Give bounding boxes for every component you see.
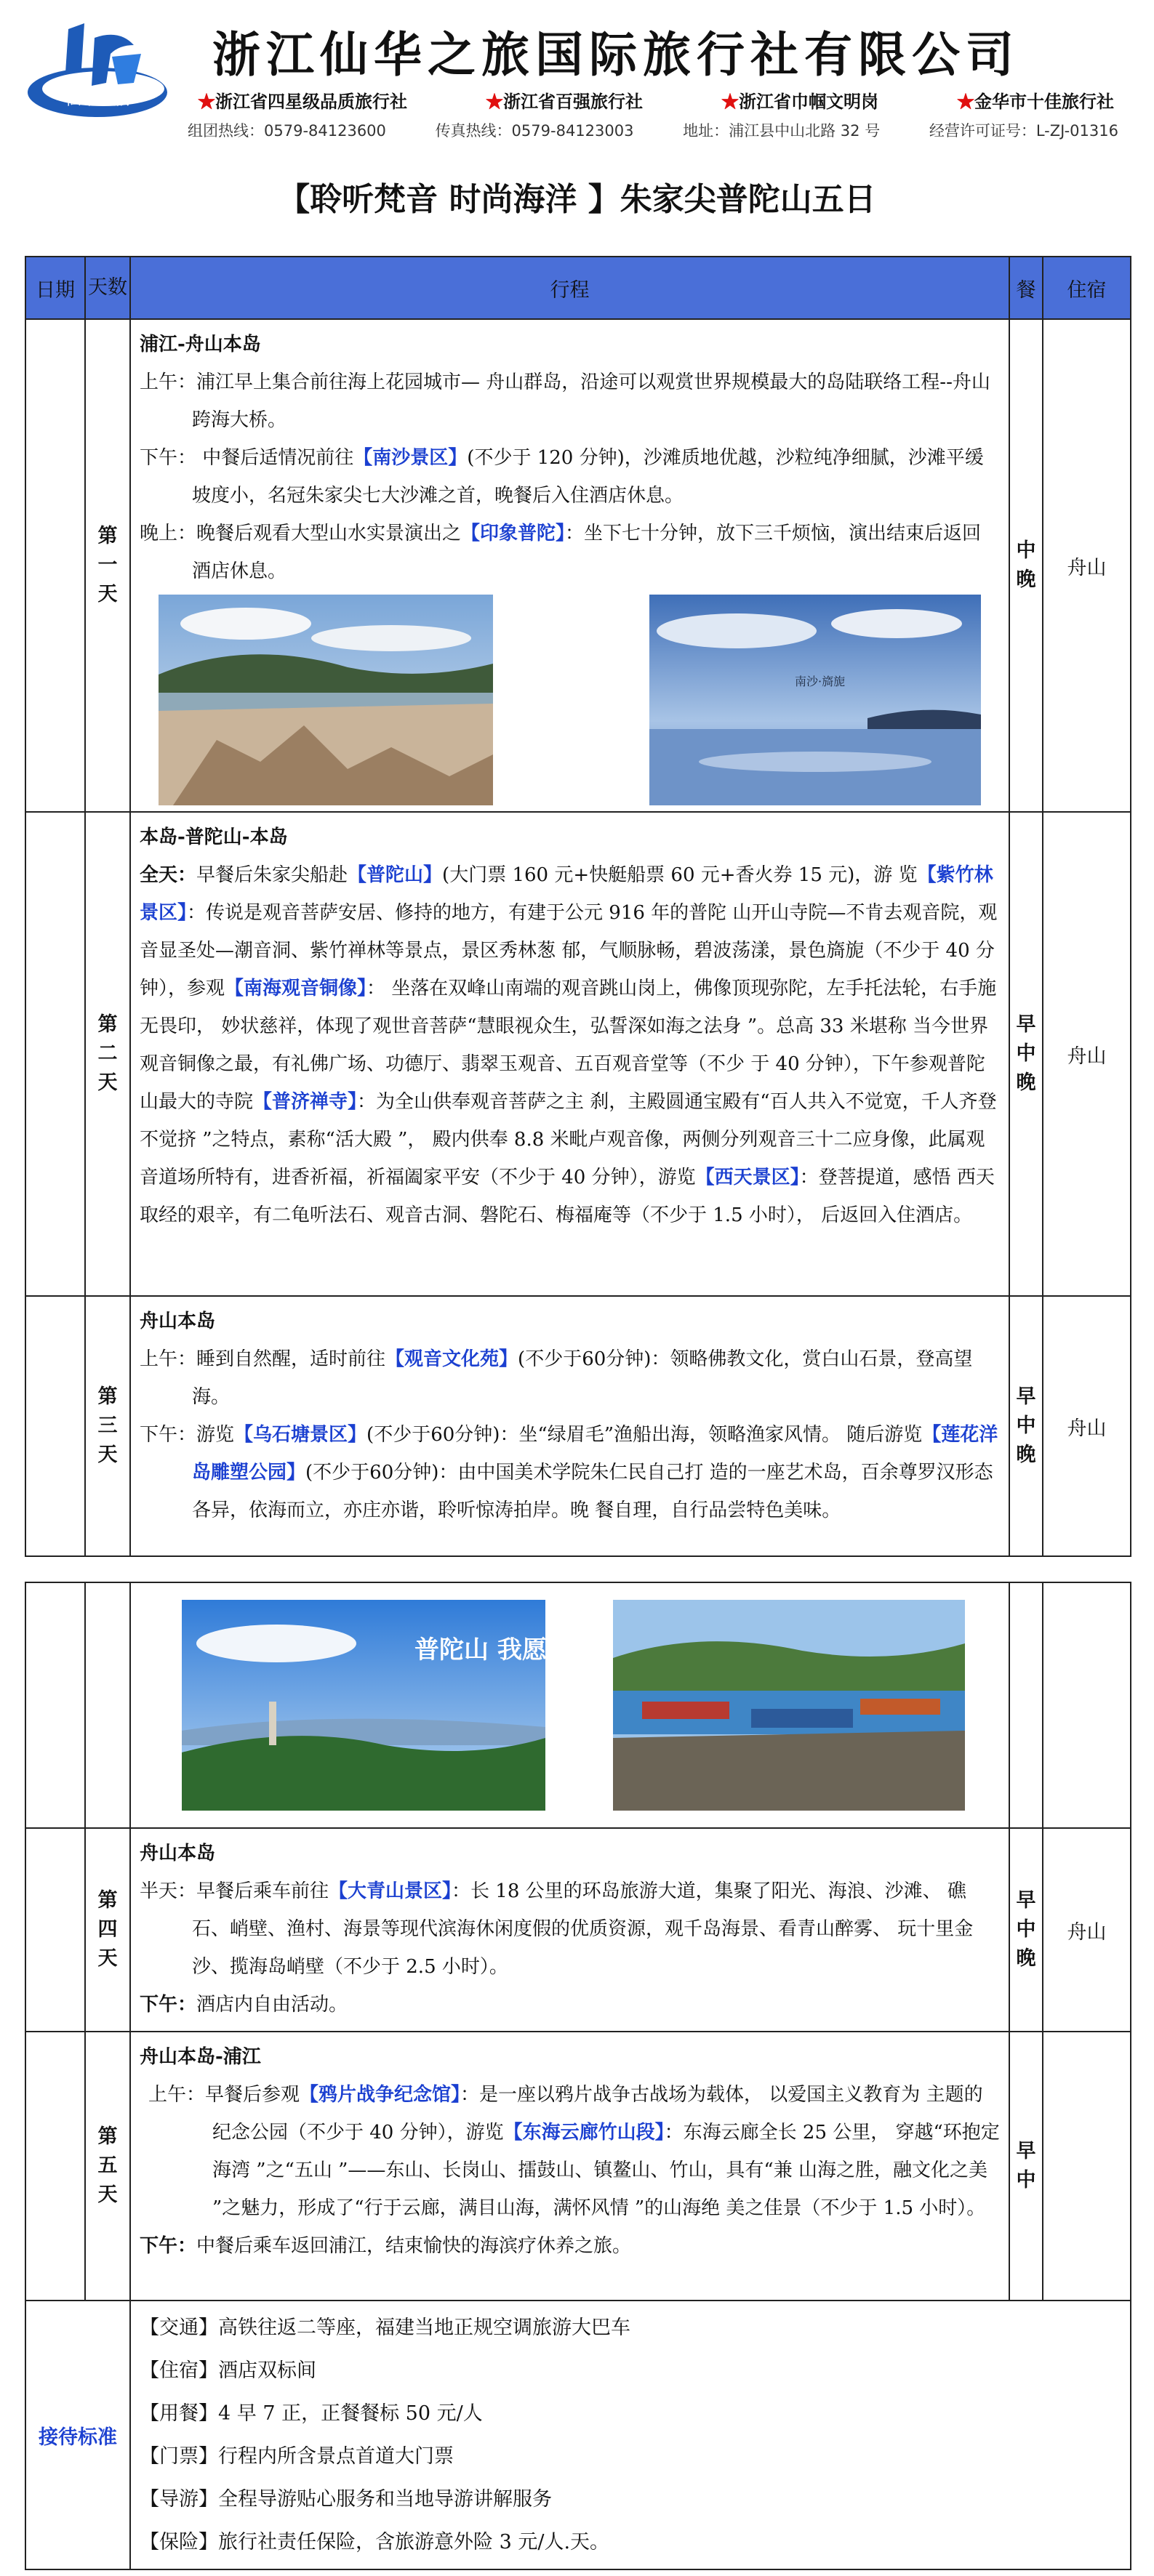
contact-address: 地址：浦江县中山北路 32 号: [683, 122, 881, 140]
day4-route: 舟山本岛: [140, 1843, 216, 1864]
day1-label: 第一天: [85, 319, 130, 812]
day4-itinerary: [130, 1828, 1009, 2032]
table-header-row: [25, 257, 1131, 319]
day3-meal: 早中晚: [1009, 1296, 1043, 1556]
day5-label: 第五天: [85, 2032, 130, 2301]
star-icon: ★: [957, 91, 974, 112]
photos-cell: [130, 1582, 1009, 1828]
spot-guanyin-culture: 【观音文化苑】: [385, 1348, 518, 1370]
itinerary-table-1: [25, 256, 1131, 1557]
table-row-photos: [25, 1582, 1131, 1828]
photo-fishing-boats: [613, 1600, 965, 1811]
day2-route: 本岛-普陀山-本岛: [140, 826, 288, 848]
day4-halfday: 半天：早餐后乘车前往【大青山景区】：长 18 公里的环岛旅游大道，集聚了阳光、海浪、沙滩、 礁石、峭壁、渔村、海景等现代滨海休闲度假的优质资源，观千岛海景、看青山醉雾、 玩十里金沙、揽海岛峭壁（不少于 2.5 小时）。: [140, 1880, 974, 1978]
photo-caption: 南沙·旖旎: [795, 675, 846, 688]
spot-lianhuayang: 【莲花洋岛雕塑公园】: [192, 1424, 998, 1484]
day3-itinerary: [130, 1296, 1009, 1556]
star-icon: ★: [721, 91, 739, 112]
honor-1: ★浙江省四星级品质旅行社: [198, 91, 407, 112]
day4-afternoon: 下午：酒店内自由活动。: [140, 1994, 348, 2016]
spot-zizhulin: 【紫竹林景区】: [140, 864, 993, 924]
photo-putuo-guanyin: [182, 1600, 572, 1811]
contact-fax: 传真热线：0579-84123003: [435, 122, 634, 140]
day1-stay: 舟山: [1043, 319, 1131, 812]
standard-transport: 【交通】高铁往返二等座，福建当地正规空调旅游大巴车: [140, 2317, 630, 2339]
day3-route: 舟山本岛: [140, 1311, 216, 1332]
day1-itinerary: [130, 319, 1009, 812]
standard-guide: 【导游】全程导游贴心服务和当地导游讲解服务: [140, 2488, 552, 2511]
standard-meals: 【用餐】4 早 7 正，正餐餐标 50 元/人: [140, 2402, 483, 2425]
spot-wushitang: 【乌石塘景区】: [234, 1424, 367, 1446]
table-row-day5: [25, 2032, 1131, 2301]
spot-putuoshan: 【普陀山】: [348, 864, 443, 886]
day2-label: 第二天: [85, 812, 130, 1296]
day5-morning: 上午：早餐后参观【鸦片战争纪念馆】：是一座以鸦片战争古战场为载体， 以爱国主义教育为 主题的纪念公园（不少于 40 分钟），游览【东海云廊竹山段】：东海云廊全长 25 公里， 穿越“环抱定海湾 ”之“五山 ”——东山、长岗山、擂鼓山、镇鳌山、竹山，具有“兼 山海之胜，融文化之美 ”之魅力，形成了“行于云廊，满目山海，满怀风情 ”的山海绝 美之佳景（不少于 1.5 小时）。: [148, 2084, 1000, 2219]
honor-2: ★浙江省百强旅行社: [486, 91, 643, 112]
day2-itinerary: [130, 812, 1009, 1296]
spot-nanhai-guanyin: 【南海观音铜像】: [225, 978, 367, 999]
spot-nansha: 【南沙景区】: [353, 447, 468, 469]
photo-nansha-seaside: [649, 595, 981, 805]
day1-evening: 晚上：晚餐后观看大型山水实景演出之【印象普陀】：坐下七十分钟，放下三千烦恼，演出结束后返回酒店休息。: [140, 523, 982, 582]
day3-afternoon: 下午：游览【乌石塘景区】(不少于60分钟)：坐“绿眉毛”渔船出海，领略渔家风情。 随后游览【莲花洋岛雕塑公园】(不少于60分钟)：由中国美术学院朱仁民自己打 造的一座艺术岛，百余尊罗汉形态各异，依海而立，亦庄亦谐，聆听惊涛拍岸。晚 餐自理，自行品尝特色美味。: [140, 1424, 998, 1521]
day4-stay: 舟山: [1043, 1828, 1131, 2032]
day4-meal: 早中晚: [1009, 1828, 1043, 2032]
photo-beach-sand-sculptures: [159, 595, 493, 805]
star-icon: ★: [486, 91, 503, 112]
honor-3: ★浙江省巾帼文明岗: [721, 91, 878, 112]
day5-afternoon: 下午：中餐后乘车返回浦江，结束愉快的海滨疗休养之旅。: [140, 2235, 632, 2257]
header-itinerary: 行程: [130, 257, 1009, 319]
spot-daqingshan: 【大青山景区】: [329, 1880, 452, 1902]
standard-tickets: 【门票】行程内所含景点首道大门票: [140, 2445, 454, 2468]
header-days: 天数: [85, 257, 130, 319]
photo2-text: 普陀山 我愿意: [414, 1635, 572, 1665]
table-row-standards: [25, 2301, 1131, 2569]
honors-row: [198, 87, 1114, 113]
spot-opium-war-museum: 【鸦片战争纪念馆】: [300, 2084, 461, 2106]
day1-photos: [140, 595, 1000, 805]
day5-itinerary: [130, 2032, 1009, 2301]
standard-hotel: 【住宿】酒店双标间: [140, 2359, 316, 2382]
company-name: 浙江仙华之旅国际旅行社有限公司: [212, 26, 1019, 83]
day2-meal: 早中晚: [1009, 812, 1043, 1296]
contact-row: [188, 119, 1118, 141]
table-row-day3: [25, 1296, 1131, 1556]
spot-puji-temple: 【普济禅寺】: [253, 1091, 358, 1113]
day5-route: 舟山本岛-浦江: [140, 2046, 261, 2068]
header-meal: 餐: [1009, 257, 1043, 319]
header-stay: 住宿: [1043, 257, 1131, 319]
day1-morning: 上午：浦江早上集合前往海上花园城市— 舟山群岛，沿途可以观赏世界规模最大的岛陆联络工程--舟山跨海大桥。: [140, 371, 990, 431]
table-row-day2: [25, 812, 1131, 1296]
company-logo: [25, 16, 177, 121]
standards-label: 接待标准: [25, 2301, 130, 2569]
star-icon: ★: [198, 91, 215, 112]
day1-route: 浦江-舟山本岛: [140, 334, 261, 355]
day5-meal: 早中: [1009, 2032, 1043, 2301]
table-row-day4: [25, 1828, 1131, 2032]
spot-donghai-yunlang: 【东海云廊竹山段】: [503, 2122, 665, 2144]
letterhead: [0, 0, 1154, 145]
contact-license: 经营许可证号：L-ZJ-01316: [929, 122, 1118, 140]
logo-text: 仙华之旅: [65, 91, 130, 109]
day1-afternoon: 下午： 中餐后适情况前往【南沙景区】(不少于 120 分钟)，沙滩质地优越，沙粒纯净细腻，沙滩平缓坡度小，名冠朱家尖七大沙滩之首，晚餐后入住酒店休息。: [140, 447, 984, 507]
standards-list: [130, 2301, 1131, 2569]
header-date: 日期: [25, 257, 85, 319]
honor-4: ★金华市十佳旅行社: [957, 91, 1114, 112]
tour-title: 【聆听梵音 时尚海洋 】朱家尖普陀山五日: [278, 181, 876, 218]
standard-insurance: 【保险】旅行社责任保险，含旅游意外险 3 元/人.天。: [140, 2531, 610, 2553]
day2-fullday: 全天：早餐后朱家尖船赴【普陀山】(大门票 160 元+快艇船票 60 元+香火券 15 元)，游 览【紫竹林景区】：传说是观音菩萨安居、修持的地方，有建于公元 916 年的普陀 山开山寺院—不肯去观音院，观音显圣处—潮音洞、紫竹禅林等景点，景区秀林葱 郁，气顺脉畅，碧波荡漾，景色旖旎（不少于 40 分钟），参观【南海观音铜像】： 坐落在双峰山南端的观音跳山岗上，佛像顶现弥陀，左手托法轮，右手施无畏印， 妙状慈祥，体现了观世音菩萨“慧眼视众生，弘誓深如海之法身 ”。总高 33 米堪称 当今世界观音铜像之最，有礼佛广场、功德厅、翡翠玉观音、五百观音堂等（不少 于 40 分钟），下午参观普陀山最大的寺院【普济禅寺】：为全山供奉观音菩萨之主 刹，主殿圆通宝殿有“百人共入不觉宽，千人齐登不觉挤 ”之特点，素称“活大殿 ”， 殿内供奉 8.8 米毗卢观音像，两侧分列观音三十二应身像，此属观音道场所特有，进香祈福，祈福阖家平安（不少于 40 分钟），游览【西天景区】：登菩提道，感悟 西天取经的艰辛，有二龟听法石、观音古洞、磐陀石、梅福庵等（不少于 1.5 小时）， 后返回入住酒店。: [140, 864, 998, 1226]
spot-xitian: 【西天景区】: [695, 1167, 800, 1188]
table-row-day1: [25, 319, 1131, 812]
day3-label: 第三天: [85, 1296, 130, 1556]
day2-stay: 舟山: [1043, 812, 1131, 1296]
day1-meal: 中晚: [1009, 319, 1043, 812]
day3-morning: 上午：睡到自然醒，适时前往【观音文化苑】(不少于60分钟)：领略佛教文化，赏白山石景，登高望海。: [140, 1348, 973, 1408]
itinerary-table-2: [25, 1582, 1131, 2570]
spot-yinxiang: 【印象普陀】: [461, 523, 566, 544]
day4-label: 第四天: [85, 1828, 130, 2032]
day3-stay: 舟山: [1043, 1296, 1131, 1556]
contact-phone: 组团热线：0579-84123600: [188, 122, 386, 140]
